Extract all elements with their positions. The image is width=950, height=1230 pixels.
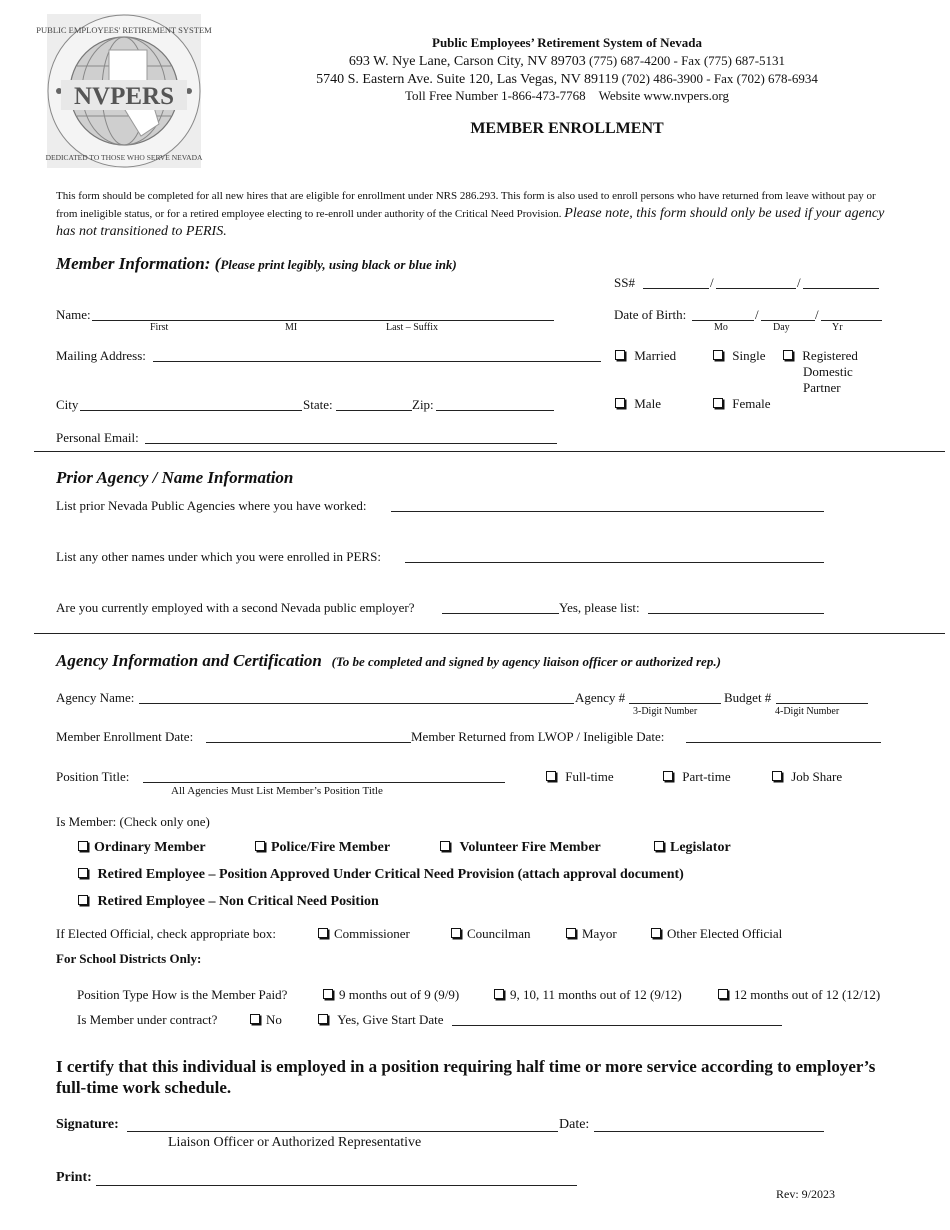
budget-number-label: Budget # xyxy=(724,690,772,705)
revision-date: Rev: 9/2023 xyxy=(776,1187,835,1201)
enrollment-date-field[interactable] xyxy=(206,742,411,743)
legislator-checkbox[interactable]: Legislator xyxy=(654,840,731,856)
mailing-field[interactable] xyxy=(153,361,601,362)
date-label: Date: xyxy=(559,1117,590,1132)
divider-1 xyxy=(34,451,945,452)
intro-paragraph: This form should be completed for all new hires that are eligible for enrollment under NRS 286.293. This form is also used to enroll persons who have returned from leave without pay or from ineligible status, or for a retired employee electing to re-enroll under authority of the Critical Need Provision. Please note, this form should only be used if your agency has not transitioned to PERIS. xyxy=(56,190,885,239)
logo-bottom-text: DEDICATED TO THOSE WHO SERVE NEVADA xyxy=(45,153,203,162)
state-field[interactable] xyxy=(336,410,412,411)
volunteer-fire-checkbox[interactable]: Volunteer Fire Member xyxy=(440,840,601,856)
female-checkbox[interactable]: Female xyxy=(713,396,771,412)
name-sub-last: Last – Suffix xyxy=(386,322,439,333)
registered-partner: Partner xyxy=(803,380,841,395)
contract-label: Is Member under contract? xyxy=(77,1012,218,1027)
dob-sub-yr: Yr xyxy=(832,322,843,333)
prior-heading: Prior Agency / Name Information xyxy=(56,468,294,487)
registered-checkbox[interactable]: Registered xyxy=(783,348,858,364)
police-fire-checkbox[interactable]: Police/Fire Member xyxy=(255,840,390,856)
print-field[interactable] xyxy=(96,1185,577,1186)
budget-number-field[interactable] xyxy=(776,703,868,704)
elected-label: If Elected Official, check appropriate box: xyxy=(56,926,276,941)
member-info-heading: Member Information: (Please print legibly, using black or blue ink) xyxy=(56,254,457,273)
agency-name-field[interactable] xyxy=(139,703,574,704)
contract-yes-checkbox[interactable]: Yes, Give Start Date xyxy=(318,1012,444,1028)
logo-top-text: PUBLIC EMPLOYEES' RETIREMENT SYSTEM xyxy=(36,25,212,35)
name-field[interactable] xyxy=(92,320,554,321)
dob-sub-day: Day xyxy=(773,322,790,333)
email-label: Personal Email: xyxy=(56,430,139,445)
enrollment-date-label: Member Enrollment Date: xyxy=(56,729,194,744)
position-title-field[interactable] xyxy=(143,782,505,783)
email-field[interactable] xyxy=(145,443,557,444)
second-employer-label: Are you currently employed with a second Nevada public employer? xyxy=(56,600,415,615)
lwop-date-field[interactable] xyxy=(686,742,881,743)
lwop-date-label: Member Returned from LWOP / Ineligible Date: xyxy=(411,729,665,744)
city-label: City xyxy=(56,397,79,412)
agency-number-label: Agency # xyxy=(575,690,626,705)
contract-no-checkbox[interactable]: No xyxy=(250,1012,282,1028)
mayor-checkbox[interactable]: Mayor xyxy=(566,926,617,942)
address-lasvegas: 5740 S. Eastern Ave. Suite 120, Las Vegas, NV 89119 (702) 486-3900 - Fax (702) 678-6934 xyxy=(316,71,818,87)
zip-field[interactable] xyxy=(436,410,554,411)
other-elected-checkbox[interactable]: Other Elected Official xyxy=(651,926,782,942)
single-checkbox[interactable]: Single xyxy=(713,348,765,364)
budget-number-sub: 4-Digit Number xyxy=(775,706,840,717)
married-checkbox[interactable]: Married xyxy=(615,348,676,364)
other-names-label: List any other names under which you were enrolled in PERS: xyxy=(56,549,381,564)
dob-sub-mo: Mo xyxy=(714,322,728,333)
second-employer-list-label: Yes, please list: xyxy=(559,600,640,615)
mailing-label: Mailing Address: xyxy=(56,348,146,363)
address-carson: 693 W. Nye Lane, Carson City, NV 89703 (775) 687-4200 - Fax (775) 687-5131 xyxy=(348,53,786,69)
retired-noncritical-checkbox[interactable]: Retired Employee – Non Critical Need Position xyxy=(78,894,379,910)
position-title-label: Position Title: xyxy=(56,769,130,784)
commissioner-checkbox[interactable]: Commissioner xyxy=(318,926,410,942)
agency-number-sub: 3-Digit Number xyxy=(633,706,698,717)
date-field[interactable] xyxy=(594,1131,824,1132)
school-district-label: For School Districts Only: xyxy=(56,951,202,966)
parttime-checkbox[interactable]: Part-time xyxy=(663,769,731,785)
jobshare-checkbox[interactable]: Job Share xyxy=(772,769,842,785)
signature-label: Signature: xyxy=(56,1117,119,1132)
dob-day-field[interactable] xyxy=(761,320,815,321)
divider-2 xyxy=(34,633,945,634)
retired-critical-checkbox[interactable]: Retired Employee – Position Approved Under Critical Need Provision (attach approval document) xyxy=(78,867,684,883)
second-employer-list-field[interactable] xyxy=(648,613,824,614)
ss-field-2[interactable] xyxy=(716,288,796,289)
name-sub-mi: MI xyxy=(285,322,298,333)
dob-label: Date of Birth: xyxy=(614,307,687,322)
agency-name-label: Agency Name: xyxy=(56,690,135,705)
city-field[interactable] xyxy=(80,410,302,411)
dob-year-field[interactable] xyxy=(821,320,882,321)
signature-sub: Liaison Officer or Authorized Representative xyxy=(168,1135,422,1150)
ordinary-member-checkbox[interactable]: Ordinary Member xyxy=(78,840,206,856)
paid-9-9-checkbox[interactable]: 9 months out of 9 (9/9) xyxy=(323,987,459,1003)
councilman-checkbox[interactable]: Councilman xyxy=(451,926,531,942)
logo-mark: NVPERS xyxy=(73,83,175,110)
nvpers-logo xyxy=(36,14,212,168)
zip-label: Zip: xyxy=(412,397,434,412)
name-sub-first: First xyxy=(150,322,169,333)
org-name: Public Employees’ Retirement System of Nevada xyxy=(432,35,702,50)
position-title-sub: All Agencies Must List Member’s Position Title xyxy=(171,785,383,797)
tollfree-website: Toll Free Number 1-866-473-7768 Website www.nvpers.org xyxy=(404,88,730,103)
signature-field[interactable] xyxy=(127,1131,558,1132)
ss-label: SS# xyxy=(614,275,635,290)
ss-field-1[interactable] xyxy=(643,288,709,289)
paid-9-12-checkbox[interactable]: 9, 10, 11 months out of 12 (9/12) xyxy=(494,987,682,1003)
prior-agencies-field[interactable] xyxy=(391,511,824,512)
dob-month-field[interactable] xyxy=(692,320,754,321)
contract-start-date-field[interactable] xyxy=(452,1025,782,1026)
other-names-field[interactable] xyxy=(405,562,824,563)
agency-number-field[interactable] xyxy=(629,703,721,704)
prior-agencies-label: List prior Nevada Public Agencies where you have worked: xyxy=(56,498,367,513)
second-employer-field[interactable] xyxy=(442,613,559,614)
is-member-label: Is Member: (Check only one) xyxy=(56,814,210,829)
name-label: Name: xyxy=(56,307,91,322)
certify-statement: I certify that this individual is employed in a position requiring half time or more service according to employer’s full-time work schedule. xyxy=(56,1057,876,1097)
ss-field-3[interactable] xyxy=(803,288,879,289)
fulltime-checkbox[interactable]: Full-time xyxy=(546,769,614,785)
state-label: State: xyxy=(303,397,333,412)
print-label: Print: xyxy=(56,1170,92,1185)
paid-12-12-checkbox[interactable]: 12 months out of 12 (12/12) xyxy=(718,987,880,1003)
male-checkbox[interactable]: Male xyxy=(615,396,661,412)
form-title: MEMBER ENROLLMENT xyxy=(470,120,664,137)
paid-label: Position Type How is the Member Paid? xyxy=(77,987,288,1002)
registered-domestic: Domestic xyxy=(803,364,853,379)
agency-heading: Agency Information and Certification (To be completed and signed by agency liaison officer or authorized rep.) xyxy=(56,651,721,670)
